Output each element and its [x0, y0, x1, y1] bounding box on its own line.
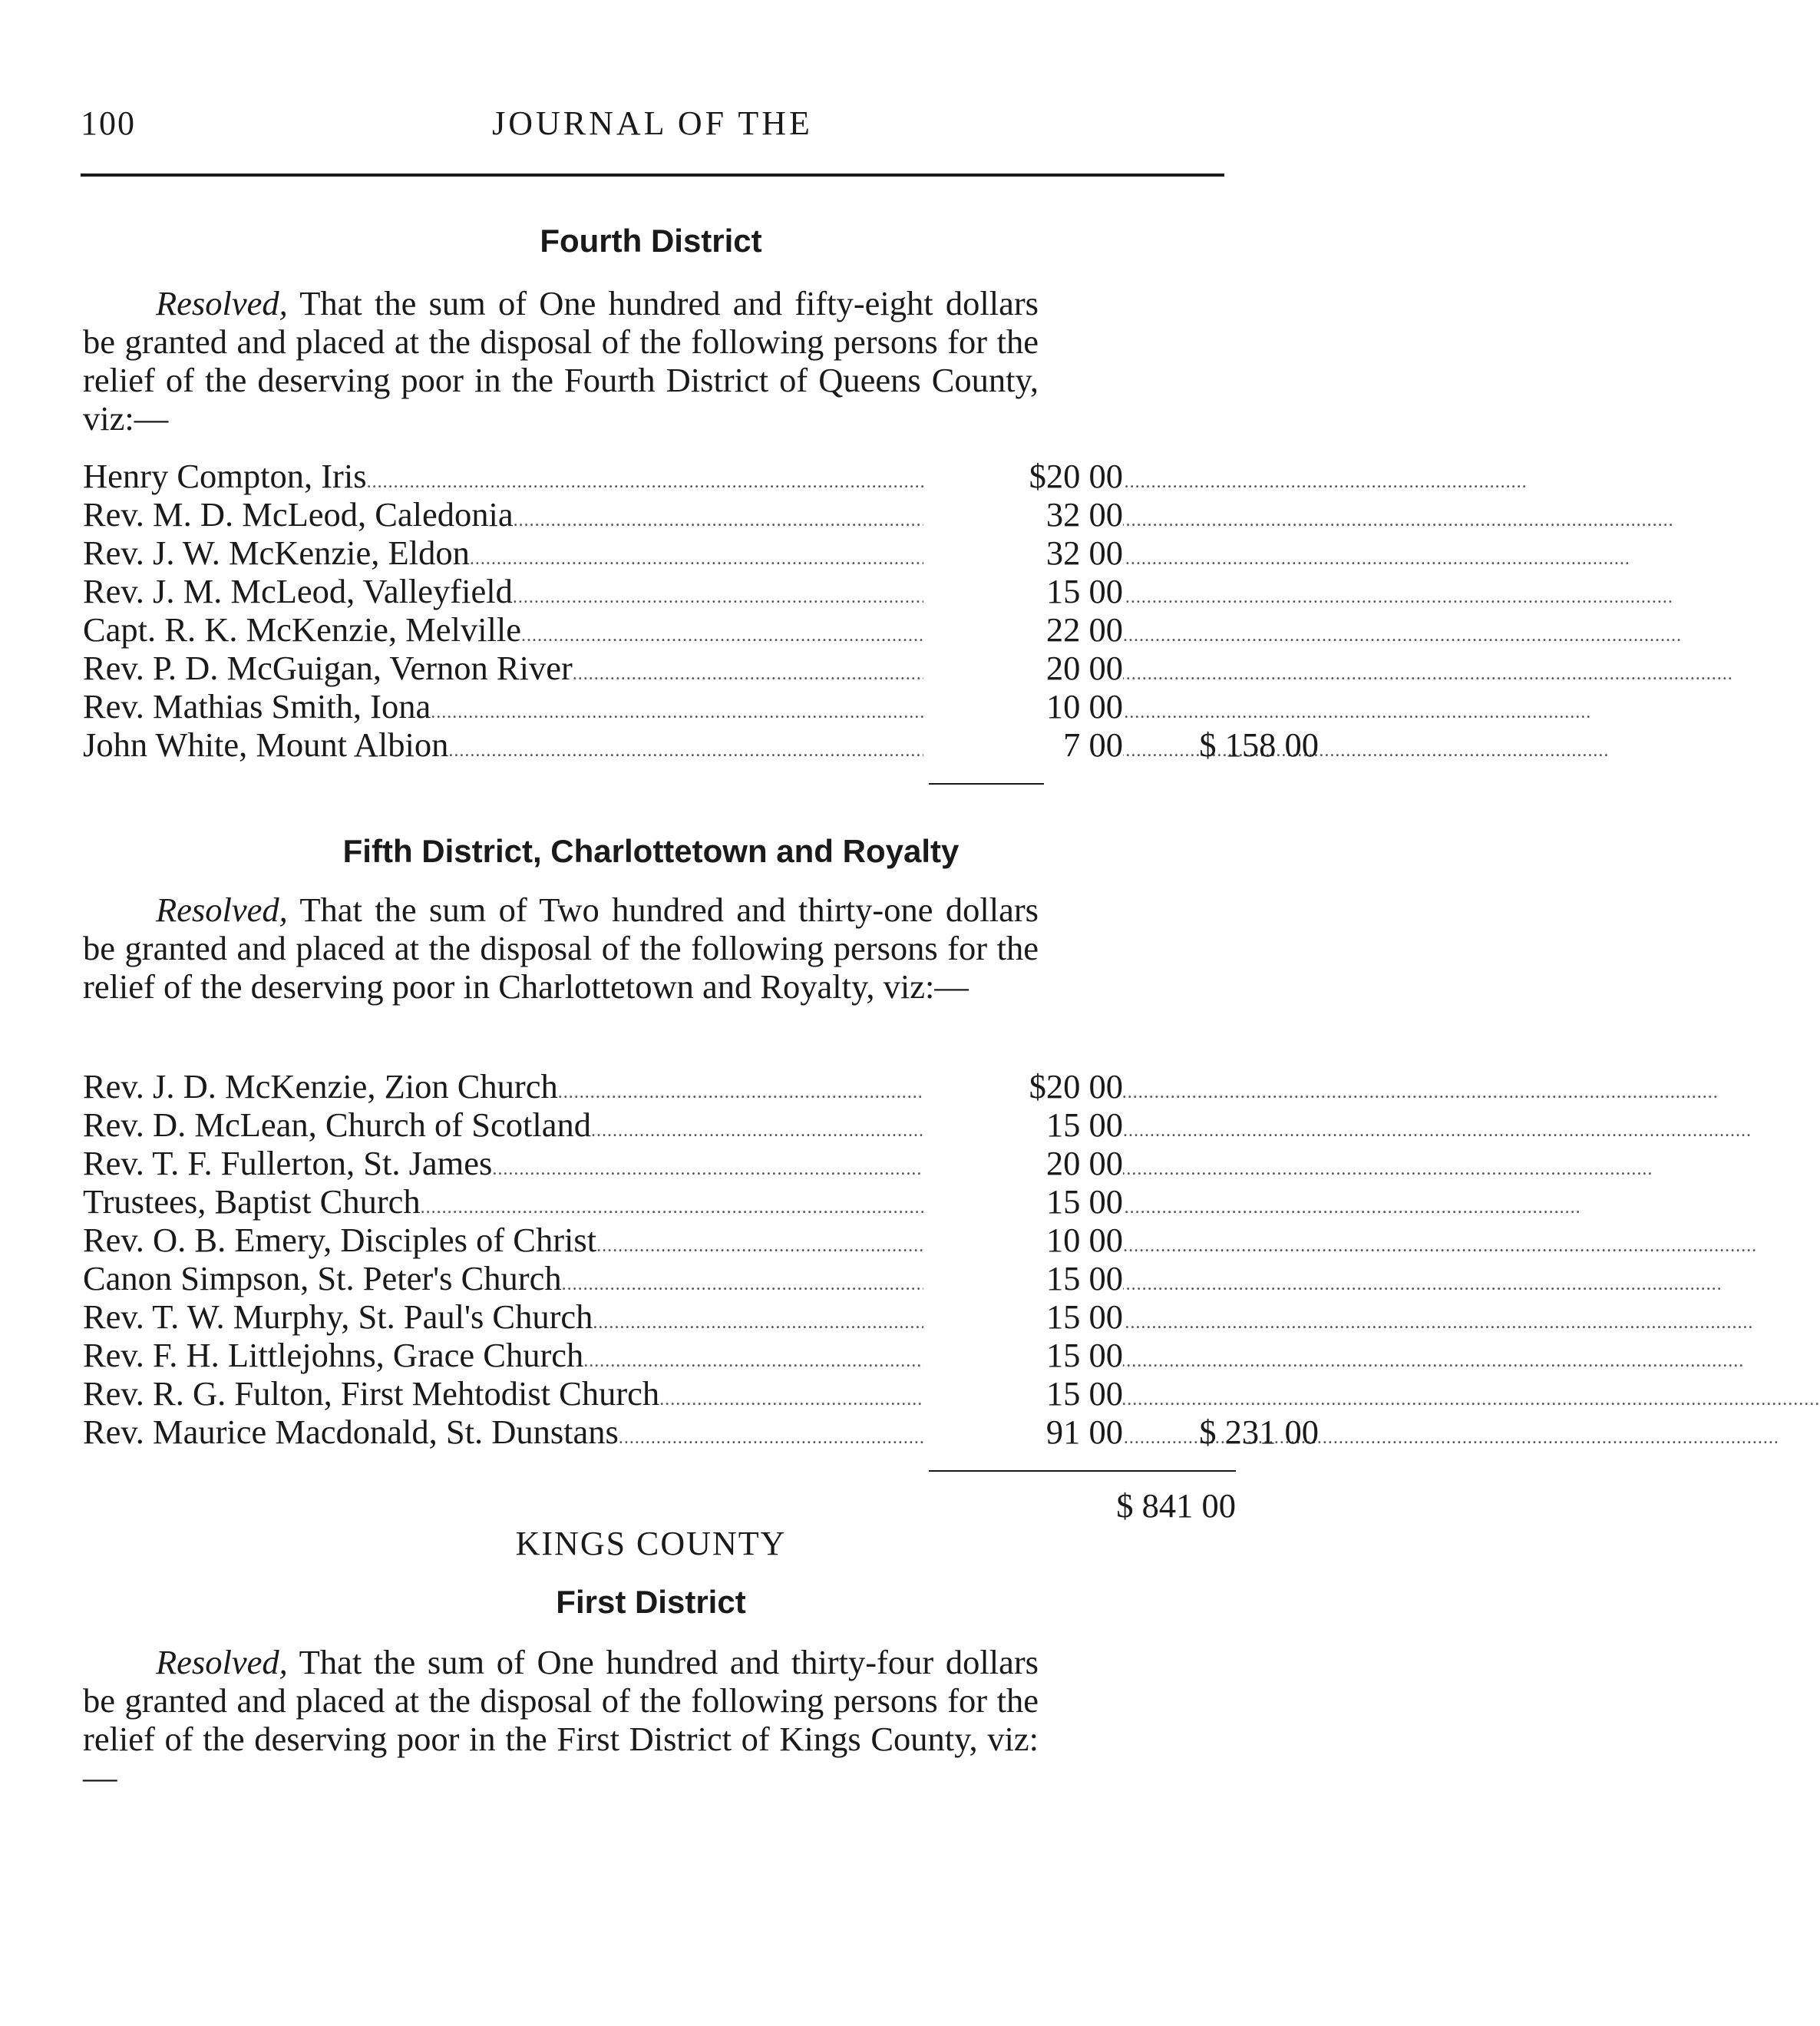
amount: $20 00 — [923, 1067, 1123, 1106]
list-item — [83, 649, 1234, 687]
resolved-word: Resolved, — [156, 891, 288, 929]
recipient-name: Rev. T. F. Fullerton, St. James ..... — [83, 1144, 923, 1188]
resolution-text: That the sum of One hundred and fifty-eight dollars be granted and placed at the disposal of the following persons for the relief of the deserving poor in the Fourth District of Queens County, viz:— — [83, 284, 1039, 438]
recipient-name: Capt. R. K. McKenzie, Melville ..... — [83, 610, 923, 655]
section-heading-first-district: First District — [556, 1584, 746, 1620]
amount: 7 00 — [923, 725, 1123, 764]
list-item — [83, 457, 1234, 495]
amount: 20 00 — [923, 649, 1123, 687]
recipient-name: Trustees, Baptist Church ..... — [83, 1182, 923, 1227]
grand-total-rule — [929, 1470, 1236, 1472]
list-item — [83, 1067, 1234, 1106]
list-item — [83, 1413, 1319, 1451]
amount: 10 00 — [923, 687, 1123, 725]
list-item — [83, 1297, 1234, 1336]
amount: $20 00 — [923, 457, 1123, 495]
resolution-paragraph — [83, 1643, 1039, 1796]
amount: 15 00 — [923, 1374, 1123, 1413]
section-heading-fifth-district: Fifth District, Charlottetown and Royalty — [342, 833, 960, 869]
amount: 10 00 — [923, 1221, 1123, 1259]
amount: 22 00 — [923, 610, 1123, 649]
recipient-name: Rev. O. B. Emery, Disciples of Christ ..... — [83, 1221, 923, 1265]
list-item — [83, 572, 1234, 610]
resolution-text: That the sum of Two hundred and thirty-one dollars be granted and placed at the disposal of the following persons for the relief of the deserving poor in Charlottetown and Royalty, viz:— — [83, 891, 1039, 1006]
running-title: JOURNAL OF THE — [492, 104, 813, 142]
list-item — [83, 495, 1234, 534]
recipient-name: Rev. R. G. Fulton, First Mehtodist Church ..... — [83, 1374, 923, 1419]
section-total: $ 231 00 — [1199, 1413, 1319, 1451]
list-item — [83, 1221, 1234, 1259]
list-item — [83, 1259, 1234, 1297]
recipient-name: Rev. M. D. McLeod, Caledonia ..... — [83, 495, 923, 540]
recipient-name: Rev. T. W. Murphy, St. Paul's Church ..... — [83, 1297, 923, 1342]
amount: 32 00 — [923, 495, 1123, 534]
recipient-name: Rev. D. McLean, Church of Scotland ..... — [83, 1106, 923, 1150]
recipient-name: Rev. Maurice Macdonald, St. Dunstans ..... — [83, 1413, 923, 1457]
list-item — [83, 1106, 1234, 1144]
resolution-paragraph — [83, 891, 1039, 1006]
resolution-text: That the sum of One hundred and thirty-four dollars be granted and placed at the disposal of the following persons for the relief of the deserving poor in the First District of Kings County, viz:— — [83, 1643, 1039, 1796]
section-total: $ 158 00 — [1199, 725, 1319, 764]
list-item — [83, 1336, 1234, 1374]
resolved-word: Resolved, — [156, 1643, 288, 1681]
subtotal-rule — [929, 783, 1044, 785]
recipient-name: Henry Compton, Iris ..... — [83, 457, 923, 501]
list-item — [83, 725, 1319, 764]
header-rule — [81, 174, 1224, 177]
amount: 32 00 — [923, 534, 1123, 572]
resolution-paragraph — [83, 284, 1039, 438]
amount: 15 00 — [923, 572, 1123, 610]
resolved-word: Resolved, — [156, 284, 288, 322]
page-header — [81, 104, 1224, 157]
amount: 91 00 — [923, 1413, 1123, 1451]
recipient-name: Rev. J. M. McLeod, Valleyfield ..... — [83, 572, 923, 616]
amount: 15 00 — [923, 1297, 1123, 1336]
list-item — [83, 534, 1234, 572]
page-number: 100 — [81, 104, 136, 142]
disbursement-list-fifth-district — [83, 1067, 1319, 1451]
list-item — [83, 687, 1234, 725]
amount: 15 00 — [923, 1336, 1123, 1374]
recipient-name: Rev. P. D. McGuigan, Vernon River ..... — [83, 649, 923, 693]
county-heading: KINGS COUNTY — [515, 1525, 787, 1562]
recipient-name: Canon Simpson, St. Peter's Church ..... — [83, 1259, 923, 1304]
list-item — [83, 610, 1234, 649]
list-item — [83, 1144, 1234, 1182]
amount: 20 00 — [923, 1144, 1123, 1182]
amount: 15 00 — [923, 1106, 1123, 1144]
recipient-name: Rev. J. W. McKenzie, Eldon ..... — [83, 534, 923, 578]
recipient-name: Rev. Mathias Smith, Iona ..... — [83, 687, 923, 732]
disbursement-list-fourth-district — [83, 457, 1319, 764]
recipient-name: Rev. J. D. McKenzie, Zion Church ..... — [83, 1067, 923, 1112]
amount: 15 00 — [923, 1182, 1123, 1221]
recipient-name: Rev. F. H. Littlejohns, Grace Church ..... — [83, 1336, 923, 1380]
recipient-name: John White, Mount Albion ..... — [83, 725, 923, 770]
amount: 15 00 — [923, 1259, 1123, 1297]
list-item — [83, 1182, 1234, 1221]
section-heading-fourth-district: Fourth District — [540, 223, 762, 259]
grand-total: $ 841 00 — [1116, 1486, 1236, 1525]
list-item — [83, 1374, 1234, 1413]
